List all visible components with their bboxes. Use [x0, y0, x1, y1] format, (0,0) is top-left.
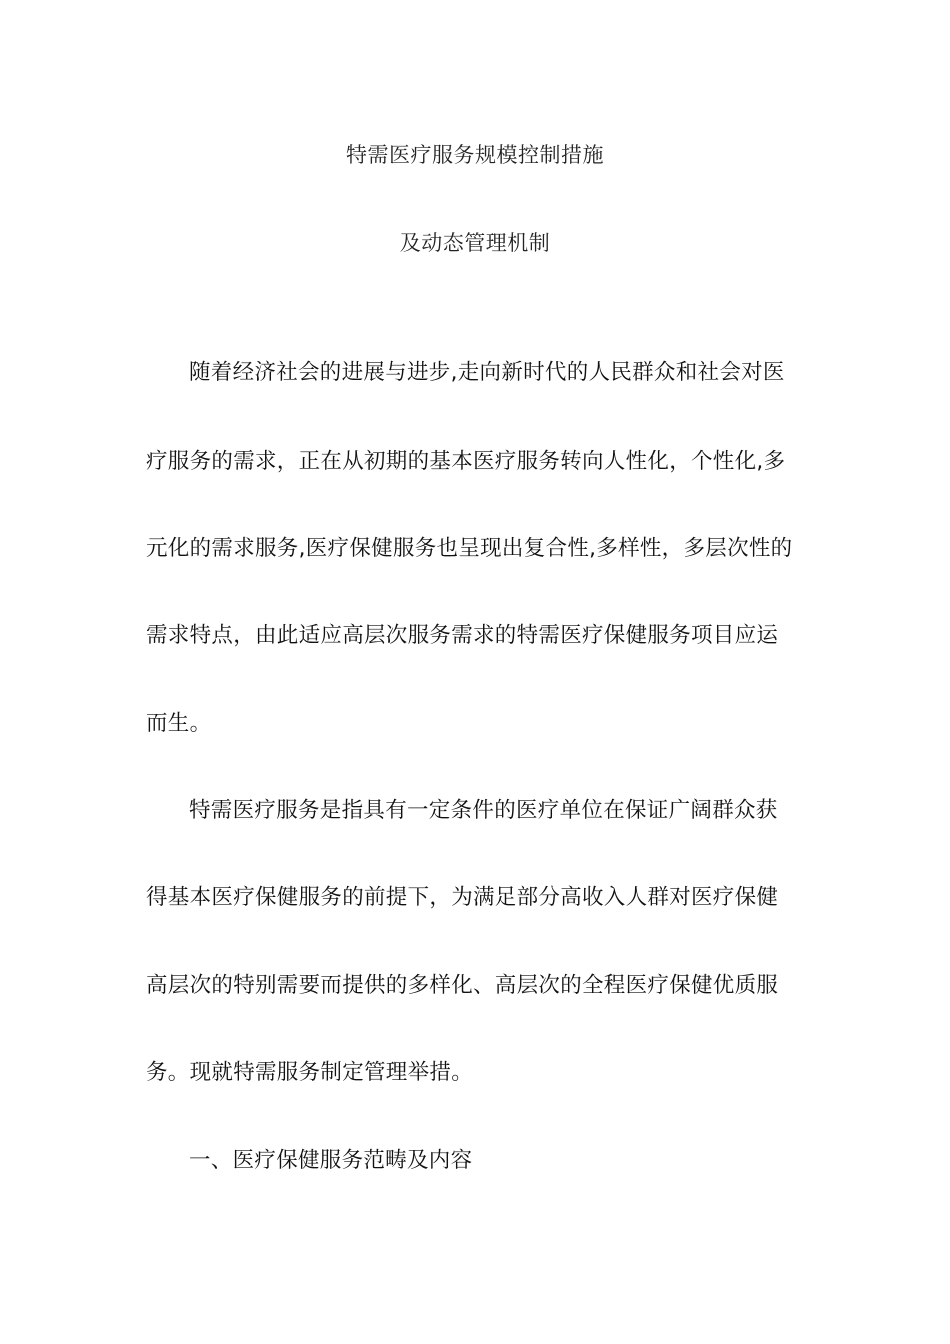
paragraph-1-line-3: 元化的需求服务,医疗保健服务也呈现出复合性,多样性，多层次性的	[146, 536, 793, 561]
paragraph-1-line-1: 随着经济社会的进展与进步,走向新时代的人民群众和社会对医	[189, 360, 785, 385]
document-title-line-2: 及动态管理机制	[399, 231, 551, 255]
paragraph-2-line-4: 务。现就特需服务制定管理举措。	[146, 1060, 474, 1085]
document-title-line-1: 特需医疗服务规模控制措施	[346, 143, 604, 167]
paragraph-1-line-5: 而生。	[146, 711, 212, 736]
paragraph-2-line-2: 得基本医疗保健服务的前提下，为满足部分高收入人群对医疗保健	[146, 885, 779, 910]
section-1-heading: 一、医疗保健服务范畴及内容	[189, 1148, 473, 1173]
paragraph-1-line-4: 需求特点，由此适应高层次服务需求的特需医疗保健服务项目应运	[146, 623, 779, 648]
paragraph-1-line-2: 疗服务的需求，正在从初期的基本医疗服务转向人性化，个性化,多	[146, 449, 786, 474]
paragraph-2-line-3: 高层次的特别需要而提供的多样化、高层次的全程医疗保健优质服	[146, 973, 779, 998]
paragraph-2-line-1: 特需医疗服务是指具有一定条件的医疗单位在保证广阔群众获	[189, 798, 778, 823]
